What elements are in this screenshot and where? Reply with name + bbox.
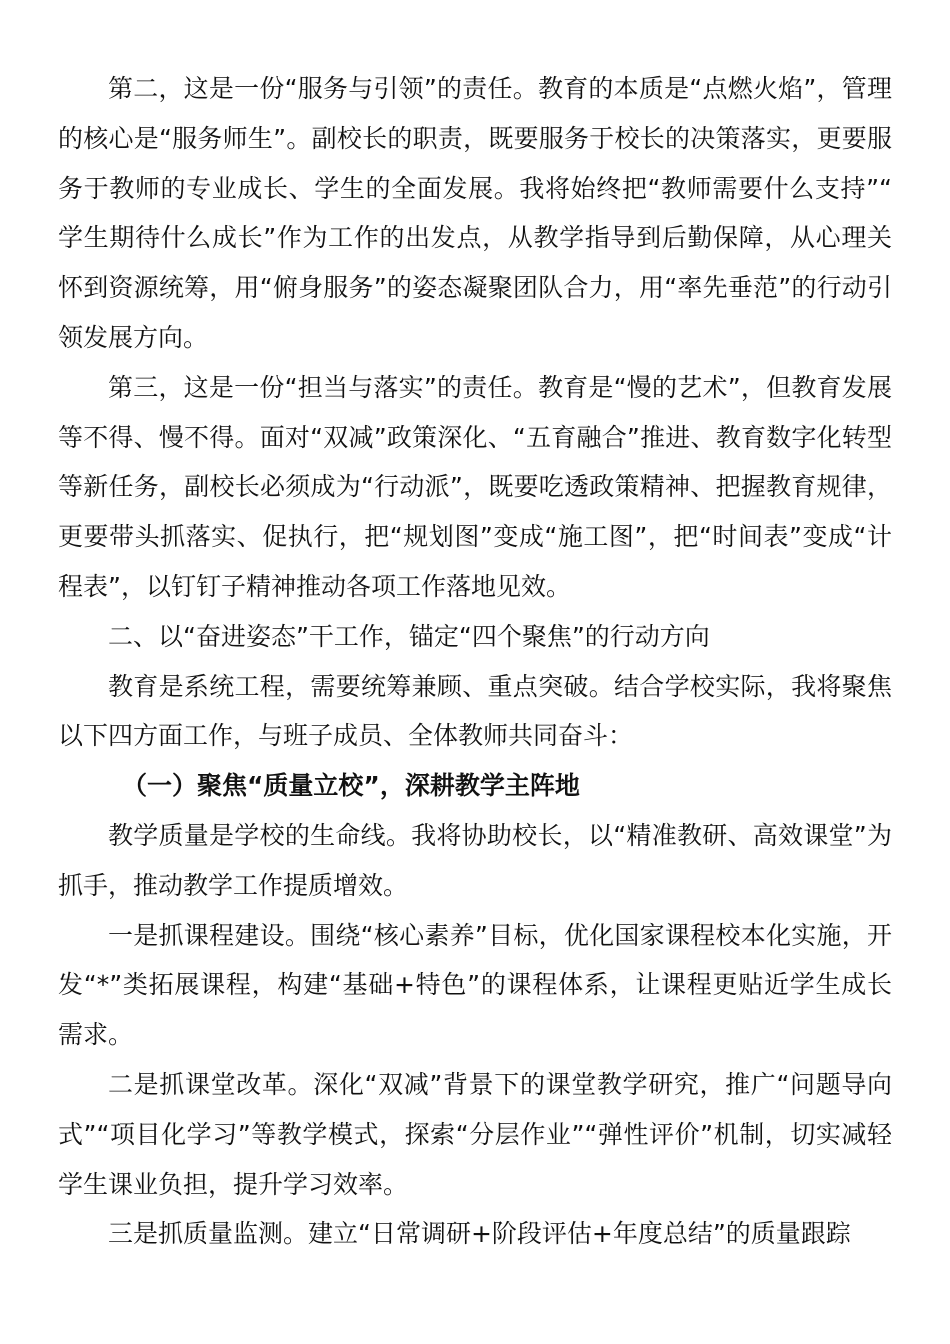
paragraph-responsibility-second: 第二，这是一份“服务与引领”的责任。教育的本质是“点燃火焰”，管理的核心是“服务师生”。副校长的职责，既要服务于校长的决策落实，更要服务于教师的专业成长、学生的全面发展。我将始终把“教师需要什么支持”“学生期待什么成长”作为工作的出发点，从教学指导到后勤保障，从心理关怀到资源统筹，用“俯身服务”的姿态凝聚团队合力，用“率先垂范”的行动引领发展方向。	[58, 74, 892, 352]
paragraph-quality-intro: 教学质量是学校的生命线。我将协助校长，以“精准教研、高效课堂”为抓手，推动教学工作提质增效。	[58, 820, 892, 900]
subheading-quality: （一）聚焦“质量立校”，深耕教学主阵地	[122, 771, 580, 801]
paragraph-responsibility-third: 第三，这是一份“担当与落实”的责任。教育是“慢的艺术”，但教育发展等不得、慢不得。面对“双减”政策深化、“五育融合”推进、教育数字化转型等新任务，副校长必须成为“行动派”，既要吃透政策精神、把握教育规律，更要带头抓落实、促执行，把“规划图”变成“施工图”，把“时间表”变成“计程表”，以钉钉子精神推动各项工作落地见效。	[58, 372, 892, 601]
section-heading-two: 二、以“奋进姿态”干工作，锚定“四个聚焦”的行动方向	[108, 621, 710, 651]
paragraph-classroom: 二是抓课堂改革。深化“双减”背景下的课堂教学研究，推广“问题导向式”“项目化学习”等教学模式，探索“分层作业”“弹性评价”机制，切实减轻学生课业负担，提升学习效率。	[58, 1069, 892, 1199]
paragraph-curriculum: 一是抓课程建设。围绕“核心素养”目标，优化国家课程校本化实施，开发“*”类拓展课程，构建“基础+特色”的课程体系，让课程更贴近学生成长需求。	[58, 920, 892, 1050]
paragraph-section-intro: 教育是系统工程，需要统筹兼顾、重点突破。结合学校实际，我将聚焦以下四方面工作，与班子成员、全体教师共同奋斗：	[58, 671, 892, 751]
paragraph-monitoring: 三是抓质量监测。建立“日常调研+阶段评估+年度总结”的质量跟踪	[108, 1219, 851, 1249]
